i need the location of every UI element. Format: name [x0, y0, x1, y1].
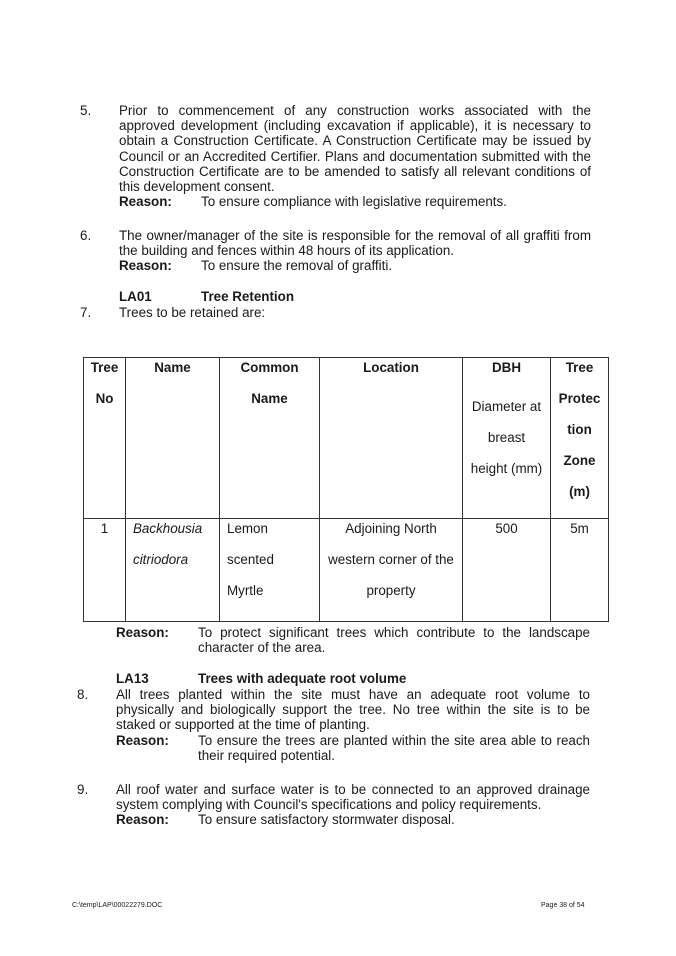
- condition-number: 6.: [80, 228, 92, 243]
- header-tree-no: [84, 358, 126, 519]
- header-text: (m): [569, 484, 590, 499]
- header-dbh: [463, 358, 551, 519]
- cell-dbh: [463, 519, 551, 622]
- condition-body: Prior to commencement of any construction works associated with the approved development (including excavation if applicable), it is necessary to obtain a Construction Certificate. A Construction Certificate may be issued by Council or an Accredited Certifier. Plans and documentation submitted with the Construction Certificate are to be amended to satisfy all relevant conditions of this development consent.: [119, 103, 591, 195]
- condition-9-text: [116, 782, 590, 828]
- reason-row: [116, 625, 590, 655]
- header-text: No: [95, 391, 114, 406]
- condition-8-text: [116, 687, 590, 763]
- cell-text: 500: [495, 521, 518, 536]
- cell-tree-no: [84, 519, 126, 622]
- section-code: LA01: [119, 289, 152, 304]
- header-text: Zone: [563, 453, 596, 468]
- tree-retention-table: [83, 357, 609, 622]
- section-code: LA13: [116, 671, 149, 686]
- condition-body: The owner/manager of the site is responsible for the removal of all graffiti from the building and fences within 48 hours of its application.: [119, 228, 591, 259]
- header-name: [126, 358, 220, 519]
- cell-name: [126, 519, 220, 622]
- reason-label: Reason:: [116, 812, 169, 828]
- cell-text: 1: [100, 521, 109, 536]
- reason-label: Reason:: [119, 258, 172, 274]
- condition-number: 8.: [77, 687, 89, 702]
- condition-body: Trees to be retained are:: [119, 305, 266, 320]
- header-text: tion: [567, 422, 592, 437]
- condition-number: 9.: [77, 782, 89, 797]
- cell-text: western corner of the: [328, 552, 454, 567]
- condition-6-text: [119, 228, 591, 274]
- cell-location: [320, 519, 463, 622]
- footer-page-number: Page 38 of 54: [541, 902, 585, 909]
- reason-text: To ensure the trees are planted within the site area able to reach their required potential.: [198, 732, 590, 763]
- cell-text: Adjoining North: [345, 521, 437, 536]
- reason-row: [119, 194, 591, 209]
- condition-number: 7.: [80, 305, 92, 320]
- cell-text: citriodora: [133, 552, 189, 567]
- header-text: DBH: [491, 360, 521, 375]
- header-text: Common: [240, 360, 299, 375]
- cell-text: 5m: [570, 521, 589, 536]
- table-header-row: [84, 358, 609, 519]
- header-text: Tree: [565, 360, 594, 375]
- header-common-name: [220, 358, 320, 519]
- condition-number: 5.: [80, 103, 92, 118]
- header-text: Location: [363, 360, 419, 375]
- footer-file-path: C:\temp\LAP\00022279.DOC: [72, 902, 163, 909]
- cell-text: property: [366, 583, 416, 598]
- table-row: [84, 519, 609, 622]
- header-desc: height (mm): [470, 461, 543, 476]
- reason-text: To ensure the removal of graffiti.: [201, 258, 393, 274]
- section-heading: Trees with adequate root volume: [198, 671, 407, 686]
- condition-body: All roof water and surface water is to be connected to an approved drainage system complying with Council's specifications and policy requirements.: [116, 782, 590, 813]
- section-heading: Tree Retention: [201, 289, 295, 304]
- cell-text: Lemon: [227, 521, 268, 536]
- reason-row: [119, 258, 591, 273]
- reason-row: [116, 812, 590, 827]
- reason-row: [116, 733, 590, 763]
- condition-body: All trees planted within the site must have an adequate root volume to physically and biologically support the tree. No tree within the site is to be staked or supported at the time of planting.: [116, 687, 590, 733]
- reason-label: Reason:: [119, 194, 172, 210]
- condition-7-reason: [116, 625, 590, 655]
- header-location: [320, 358, 463, 519]
- cell-text: Myrtle: [227, 583, 264, 598]
- header-text: Protec: [558, 391, 601, 406]
- cell-text: scented: [227, 552, 274, 567]
- cell-common-name: [220, 519, 320, 622]
- header-desc: Diameter at: [471, 399, 542, 414]
- reason-text: To ensure compliance with legislative requirements.: [201, 194, 507, 210]
- header-desc: breast: [487, 430, 526, 445]
- reason-label: Reason:: [116, 732, 169, 748]
- header-tpz: [551, 358, 609, 519]
- reason-label: Reason:: [116, 625, 169, 640]
- condition-5-text: [119, 103, 591, 209]
- cell-tpz: [551, 519, 609, 622]
- reason-text: To protect significant trees which contribute to the landscape character of the area.: [198, 625, 590, 656]
- header-text: Name: [251, 391, 288, 406]
- header-text: Name: [154, 360, 191, 375]
- cell-text: Backhousia: [133, 521, 203, 536]
- reason-text: To ensure satisfactory stormwater disposal.: [198, 812, 455, 828]
- header-text: Tree: [90, 360, 119, 375]
